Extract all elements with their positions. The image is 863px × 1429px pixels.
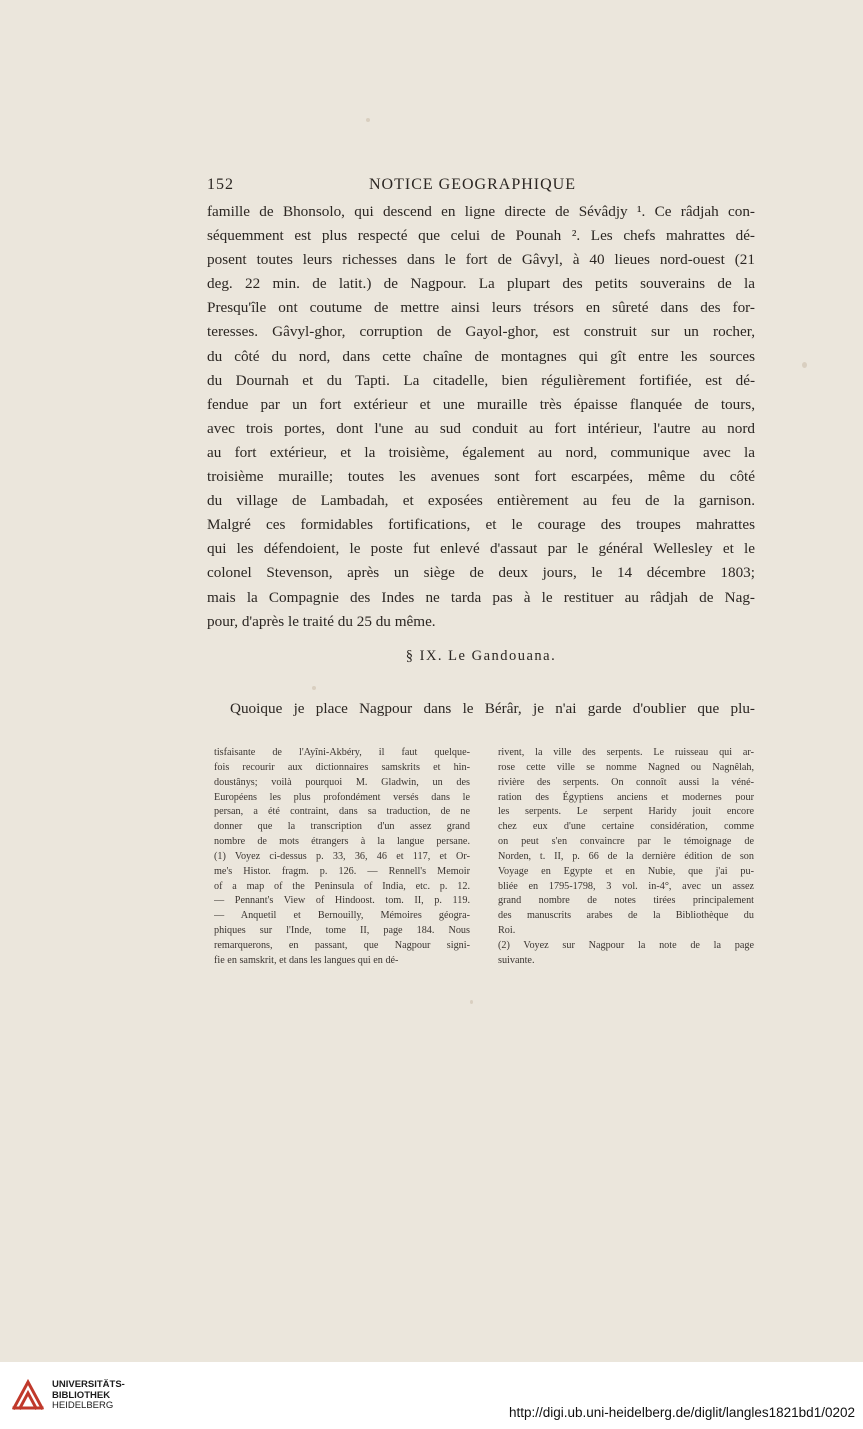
library-logo-icon[interactable] [10,1376,46,1412]
footnote-line: chez eux d'une certaine considération, comme [498,821,754,833]
footnote-line: doustânys; voilà pourquoi M. Gladwin, un des [214,776,470,788]
footnote-line: on peut s'en convaincre par le témoignage de [498,836,754,848]
text-line: deg. 22 min. de latit.) de Nagpour. La plupart des petits souverains de la [207,275,755,293]
footnote-line: Européens les plus profondément versés dans le [214,791,470,803]
footnote-line: nombre de mots étrangers à la langue persane. [214,836,470,848]
paper-stain [366,118,370,122]
footnote-line: (2) Voyez sur Nagpour la note de la page [498,939,754,951]
library-name-line: HEIDELBERG [52,1400,114,1411]
section-heading: § IX. Le Gandouana. [405,648,557,664]
text-line: mais la Compagnie des Indes ne tarda pas à le restituer au râdjah de Nag- [207,588,755,606]
text-line: séquemment est plus respecté que celui de Pounah ². Les chefs mahrattes dé- [207,227,755,245]
text-line: du Dournah et du Tapti. La citadelle, bien régulièrement fortifiée, est dé- [207,371,755,389]
text-line: du côté du nord, dans cette chaîne de montagnes qui gît entre les sources [207,347,755,365]
footnote-line: rivière des serpents. On connoît aussi la véné- [498,776,754,788]
paragraph-start: Quoique je place Nagpour dans le Bérâr, je n'ai garde d'oublier que plu- [230,700,755,717]
footnote-line: me's Histor. fragm. p. 126. — Rennell's Memoir [214,865,470,877]
page-number: 152 [207,176,234,193]
paper-stain [470,1000,473,1004]
library-name-line: UNIVERSITÄTS- [52,1379,125,1390]
text-line: au fort extérieur, et la troisième, également au nord, communique avec la [207,443,755,461]
text-line: colonel Stevenson, après un siège de deux jours, le 14 décembre 1803; [207,564,755,582]
footnote-line: fois recourir aux dictionnaires samskrits et hin- [214,761,470,773]
page-title: NOTICE GEOGRAPHIQUE [369,176,576,193]
body-text [207,200,755,634]
footnote-line: suivante. [498,954,535,966]
footnote-line: des manuscrits arabes de la Bibliothèque du [498,910,754,922]
footnote-line: Roi. [498,925,516,937]
footnote-line: phiques sur l'Inde, tome II, page 184. Nous [214,925,470,937]
text-line: posent toutes leurs richesses dans le fort de Gâvyl, à 40 lieues nord-ouest (21 [207,251,755,269]
text-line: teresses. Gâvyl-ghor, corruption de Gayol-ghor, est construit sur un rocher, [207,323,755,341]
paper-stain [312,686,316,690]
footnote-line: fie en samskrit, et dans les langues qui en dé- [214,954,399,966]
footnote-line: donner que la transcription d'un assez grand [214,821,470,833]
text-line: Presqu'île ont coutume de mettre ainsi leurs trésors en sûreté dans des for- [207,299,755,317]
footnote-line: grand nombre de notes tirées principalement [498,895,754,907]
footnote-line: les serpents. Le serpent Haridy jouit encore [498,806,754,818]
footnote-line: remarquerons, en passant, que Nagpour signi- [214,939,470,951]
library-name[interactable] [52,1380,172,1412]
footnote-line: rose cette ville se nomme Nagned ou Nagnêlah, [498,761,754,773]
text-line: avec trois portes, dont l'une au sud conduit au fort intérieur, l'autre au nord [207,419,755,437]
footnote-line: (1) Voyez ci-dessus p. 33, 36, 46 et 117, et Or- [214,850,470,862]
library-name-line: BIBLIOTHEK [52,1389,111,1401]
source-url-link[interactable]: http://digi.ub.uni-heidelberg.de/diglit/langles1821bd1/0202 [508,1405,855,1420]
text-line: troisième muraille; toutes les avenues sont fort escarpées, même du côté [207,468,755,486]
footnote-line: ration des Égyptiens anciens et modernes pour [498,791,754,803]
footnote-line: — Anquetil et Bernouilly, Mémoires géogra- [214,910,470,922]
footnote-line: bliée en 1795-1798, 3 vol. in-4°, avec un assez [498,880,754,892]
footnotes-left-column [214,746,470,969]
footnote-line: Voyage en Egypte et en Nubie, que j'ai pu- [498,865,754,877]
footnote-line: persan, a été contraint, dans sa traduction, de ne [214,806,470,818]
text-line: qui les défendoient, le poste fut enlevé d'assaut par le général Wellesley et le [207,540,755,558]
footnote-line: tisfaisante de l'Ayîni-Akbéry, il faut quelque- [214,747,470,758]
running-head [207,176,755,198]
text-line: Malgré ces formidables fortifications, et le courage des troupes mahrattes [207,516,755,534]
paper-stain [802,362,807,368]
footnote-line: — Pennant's View of Hindoost. tom. II, p. 119. [214,895,470,907]
text-line: famille de Bhonsolo, qui descend en ligne directe de Sévâdjy ¹. Ce râdjah con- [207,203,755,220]
footnotes-right-column [498,746,754,969]
text-line: du village de Lambadah, et exposées entièrement au feu de la garnison. [207,492,755,510]
footnote-line: rivent, la ville des serpents. Le ruisseau qui ar- [498,747,754,758]
text-line: fendue par un fort extérieur et une muraille très épaisse flanquée de tours, [207,395,755,413]
text-line: pour, d'après le traité du 25 du même. [207,612,436,630]
footnote-line: Norden, t. II, p. 66 de la dernière édition de son [498,850,754,862]
footnote-line: of a map of the Peninsula of India, etc. p. 12. [214,880,470,892]
